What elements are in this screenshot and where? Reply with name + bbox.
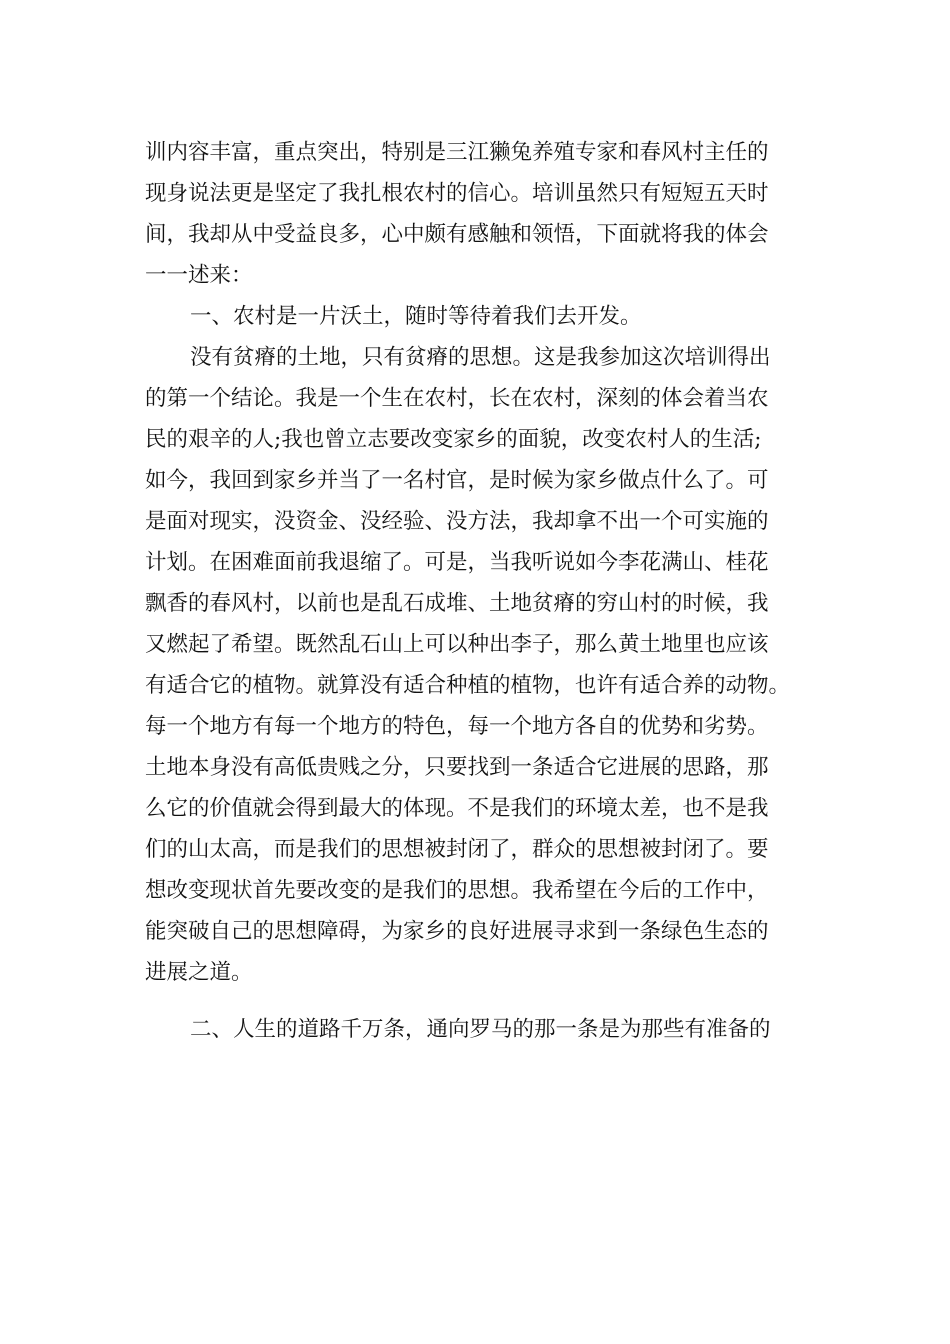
section-heading-1: 一、农村是一片沃土，随时等待着我们去开发。 bbox=[190, 304, 642, 329]
text-line: 民的艰辛的人;我也曾立志要改变家乡的面貌，改变农村人的生活; bbox=[145, 427, 762, 452]
text-line: 计划。在困难面前我退缩了。可是，当我听说如今李花满山、桂花 bbox=[145, 550, 769, 575]
text-line: 进展之道。 bbox=[145, 960, 253, 985]
text-line: 现身说法更是坚定了我扎根农村的信心。培训虽然只有短短五天时 bbox=[145, 181, 769, 206]
document-body bbox=[145, 132, 835, 1050]
text-line: 每一个地方有每一个地方的特色，每一个地方各自的优势和劣势。 bbox=[145, 714, 769, 739]
text-line: 土地本身没有高低贵贱之分，只要找到一条适合它进展的思路，那 bbox=[145, 755, 769, 780]
paragraph-start: 没有贫瘠的土地，只有贫瘠的思想。这是我参加这次培训得出 bbox=[190, 345, 771, 370]
text-line: 是面对现实，没资金、没经验、没方法，我却拿不出一个可实施的 bbox=[145, 509, 769, 534]
text-line: 间，我却从中受益良多，心中颇有感触和领悟，下面就将我的体会 bbox=[145, 222, 769, 247]
text-line: 能突破自己的思想障碍，为家乡的良好进展寻求到一条绿色生态的 bbox=[145, 919, 769, 944]
text-line: 训内容丰富，重点突出，特别是三江獭兔养殖专家和春风村主任的 bbox=[145, 140, 769, 165]
text-line: 飘香的春风村，以前也是乱石成堆、土地贫瘠的穷山村的时候，我 bbox=[145, 591, 769, 616]
text-line: 又燃起了希望。既然乱石山上可以种出李子，那么黄土地里也应该 bbox=[145, 632, 769, 657]
text-line: 一一述来： bbox=[145, 263, 253, 288]
text-line: 有适合它的植物。就算没有适合种植的植物，也许有适合养的动物。 bbox=[145, 673, 791, 698]
text-line: 如今，我回到家乡并当了一名村官，是时候为家乡做点什么了。可 bbox=[145, 468, 769, 493]
text-line: 的第一个结论。我是一个生在农村，长在农村，深刻的体会着当农 bbox=[145, 386, 769, 411]
section-heading-2: 二、人生的道路千万条，通向罗马的那一条是为那些有准备的 bbox=[190, 1017, 771, 1042]
text-line: 么它的价值就会得到最大的体现。不是我们的环境太差，也不是我 bbox=[145, 796, 769, 821]
text-line: 想改变现状首先要改变的是我们的思想。我希望在今后的工作中， bbox=[145, 878, 769, 903]
text-line: 们的山太高，而是我们的思想被封闭了，群众的思想被封闭了。要 bbox=[145, 837, 769, 862]
